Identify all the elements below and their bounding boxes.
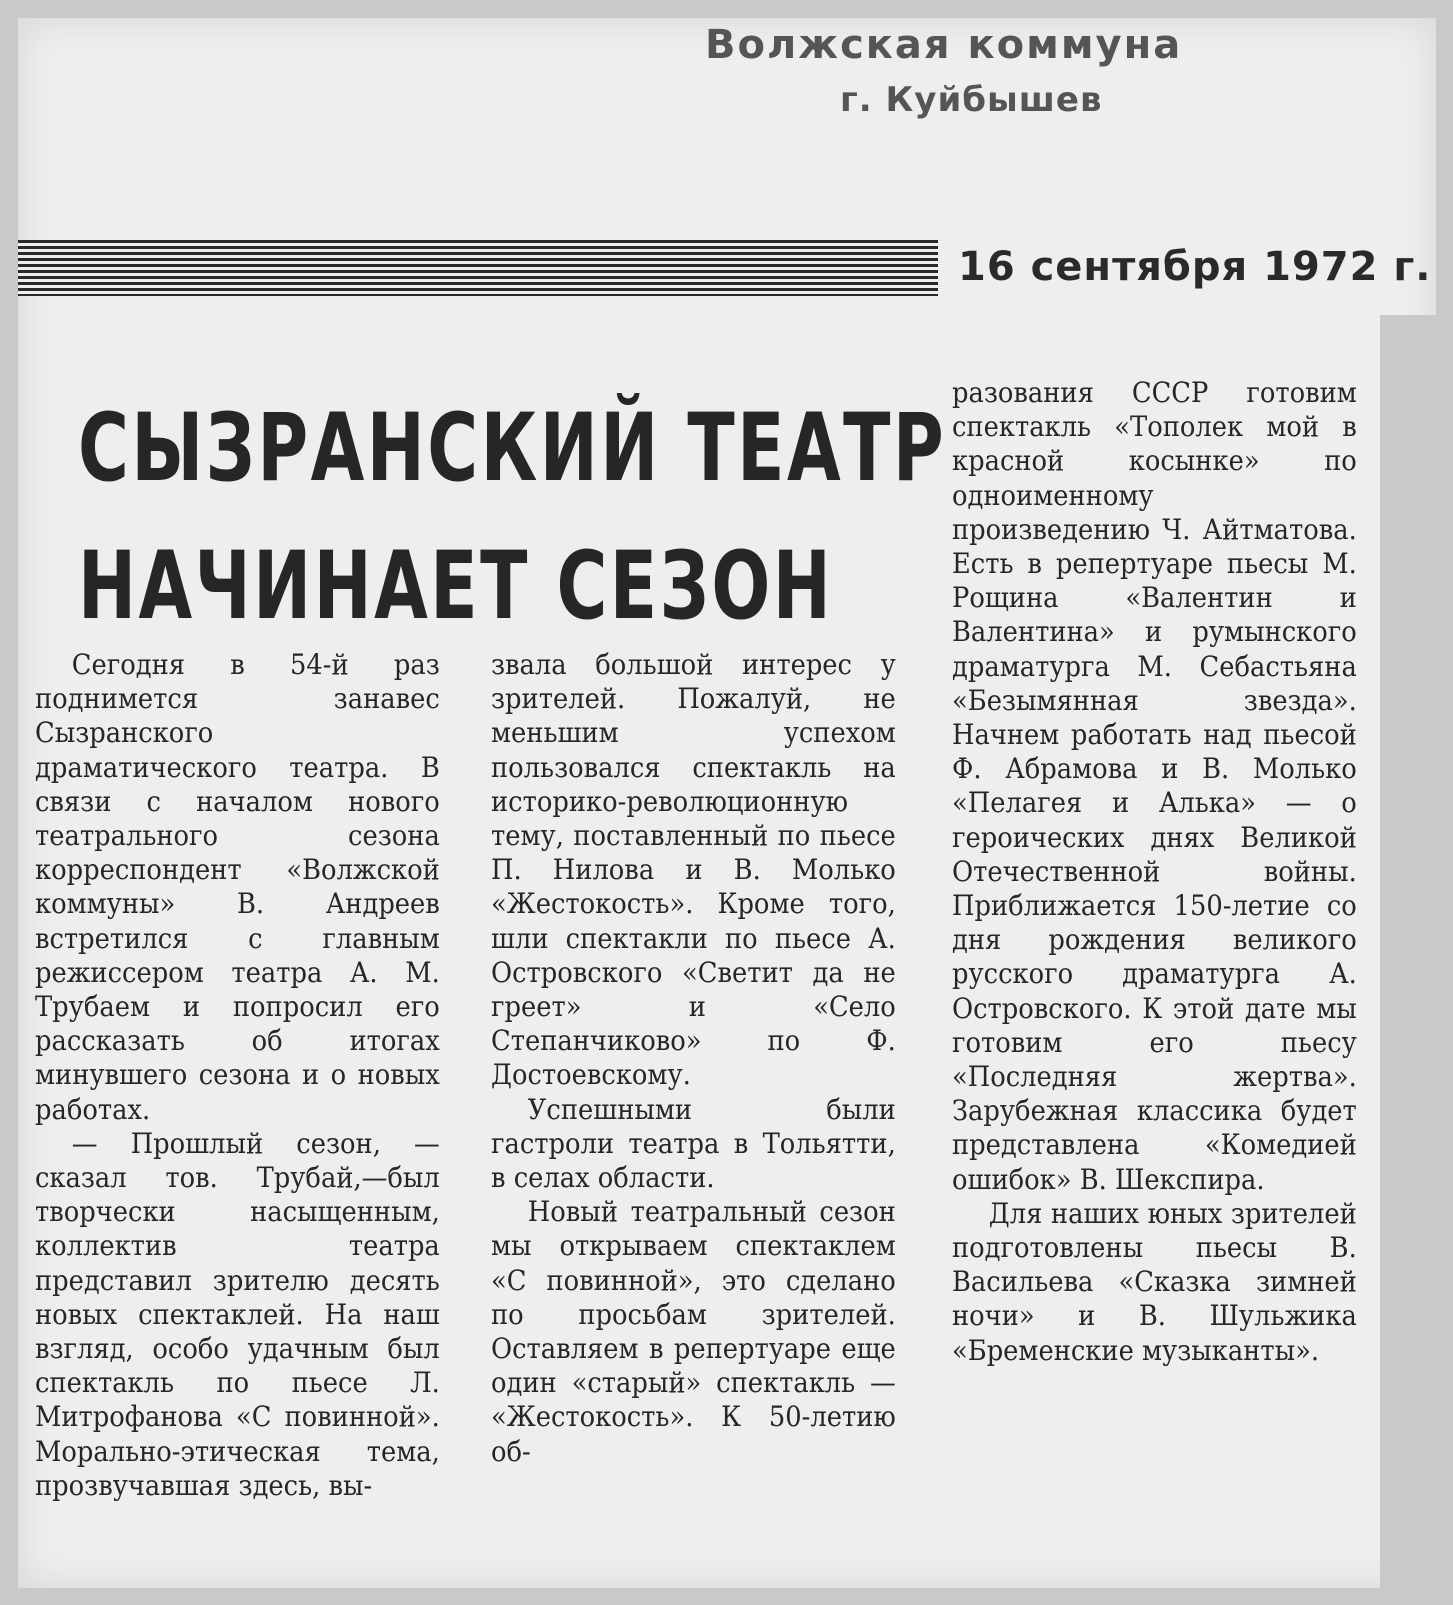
headline-line-2: НАЧИНАЕТ СЕЗОН	[78, 532, 834, 641]
article-column-3	[952, 376, 1357, 1368]
paragraph: разования СССР готовим спектакль «Тополек мой в красной косынке» по одноименному произведению Ч. Айтматова. Есть в репертуаре пьесы М. Рощина «Валентин и Валентина» и румынского драматурга М. Себастьяна «Безымянная звезда». Начнем работать над пьесой Ф. Абрамова и В. Молько «Пелагея и Алька» — о героических днях Великой Отечественной войны. Приближается 150-летие со дня рождения великого русского драматурга А. Островского. К этой дате мы готовим его пьесу «Последняя жертва». Зарубежная классика будет представлена «Комедией ошибок» В. Шекспира.	[952, 376, 1357, 1196]
clipping-edge-cutout	[1380, 315, 1453, 1605]
headline-line-1: СЫЗРАНСКИЙ ТЕАТР	[78, 394, 947, 503]
issue-date: 16 сентября 1972 г.	[958, 244, 1432, 290]
paragraph: Успешными были гастроли театра в Тольятти, в селах области.	[491, 1092, 896, 1195]
paragraph: Сегодня в 54-й раз поднимется занавес Сызранского драматического театра. В связи с началом нового театрального сезона корреспондент «Волжской коммуны» В. Андреев встретился с главным режиссером театра А. М. Трубаем и попросил его рассказать об итогах минувшего сезона и о новых работах.	[35, 648, 440, 1126]
paragraph: — Прошлый сезон, — сказал тов. Трубай,—был творчески насыщенным, коллектив театра представил зрителю десять новых спектаклей. На наш взгляд, особо удачным был спектакль по пьесе Л. Митрофанова «С повинной». Морально-этическая тема, прозвучавшая здесь, вы-	[35, 1126, 440, 1502]
paragraph: звала большой интерес у зрителей. Пожалуй, не меньшим успехом пользовался спектакль на историко-революционную тему, поставленный по пьесе П. Нилова и В. Молько «Жестокость». Кроме того, шли спектакли по пьесе А. Островского «Светит да не греет» и «Село Степанчиково» по Ф. Достоевскому.	[491, 648, 896, 1092]
article-column-2	[491, 648, 896, 1469]
newspaper-name-stamp: Волжская коммуна	[705, 22, 1183, 68]
article-column-1	[35, 648, 440, 1503]
paragraph: Новый театральный сезон мы открываем спектаклем «С повинной», это сделано по просьбам зрителей. Оставляем в репертуаре еще один «старый» спектакль — «Жестокость». К 50-летию об-	[491, 1195, 896, 1468]
paragraph: Для наших юных зрителей подготовлены пьесы В. Васильева «Сказка зимней ночи» и В. Шульжика «Бременские музыканты».	[952, 1196, 1357, 1367]
city-stamp: г. Куйбышев	[840, 80, 1103, 120]
decorative-rule	[18, 240, 938, 296]
article-headline	[78, 380, 946, 656]
